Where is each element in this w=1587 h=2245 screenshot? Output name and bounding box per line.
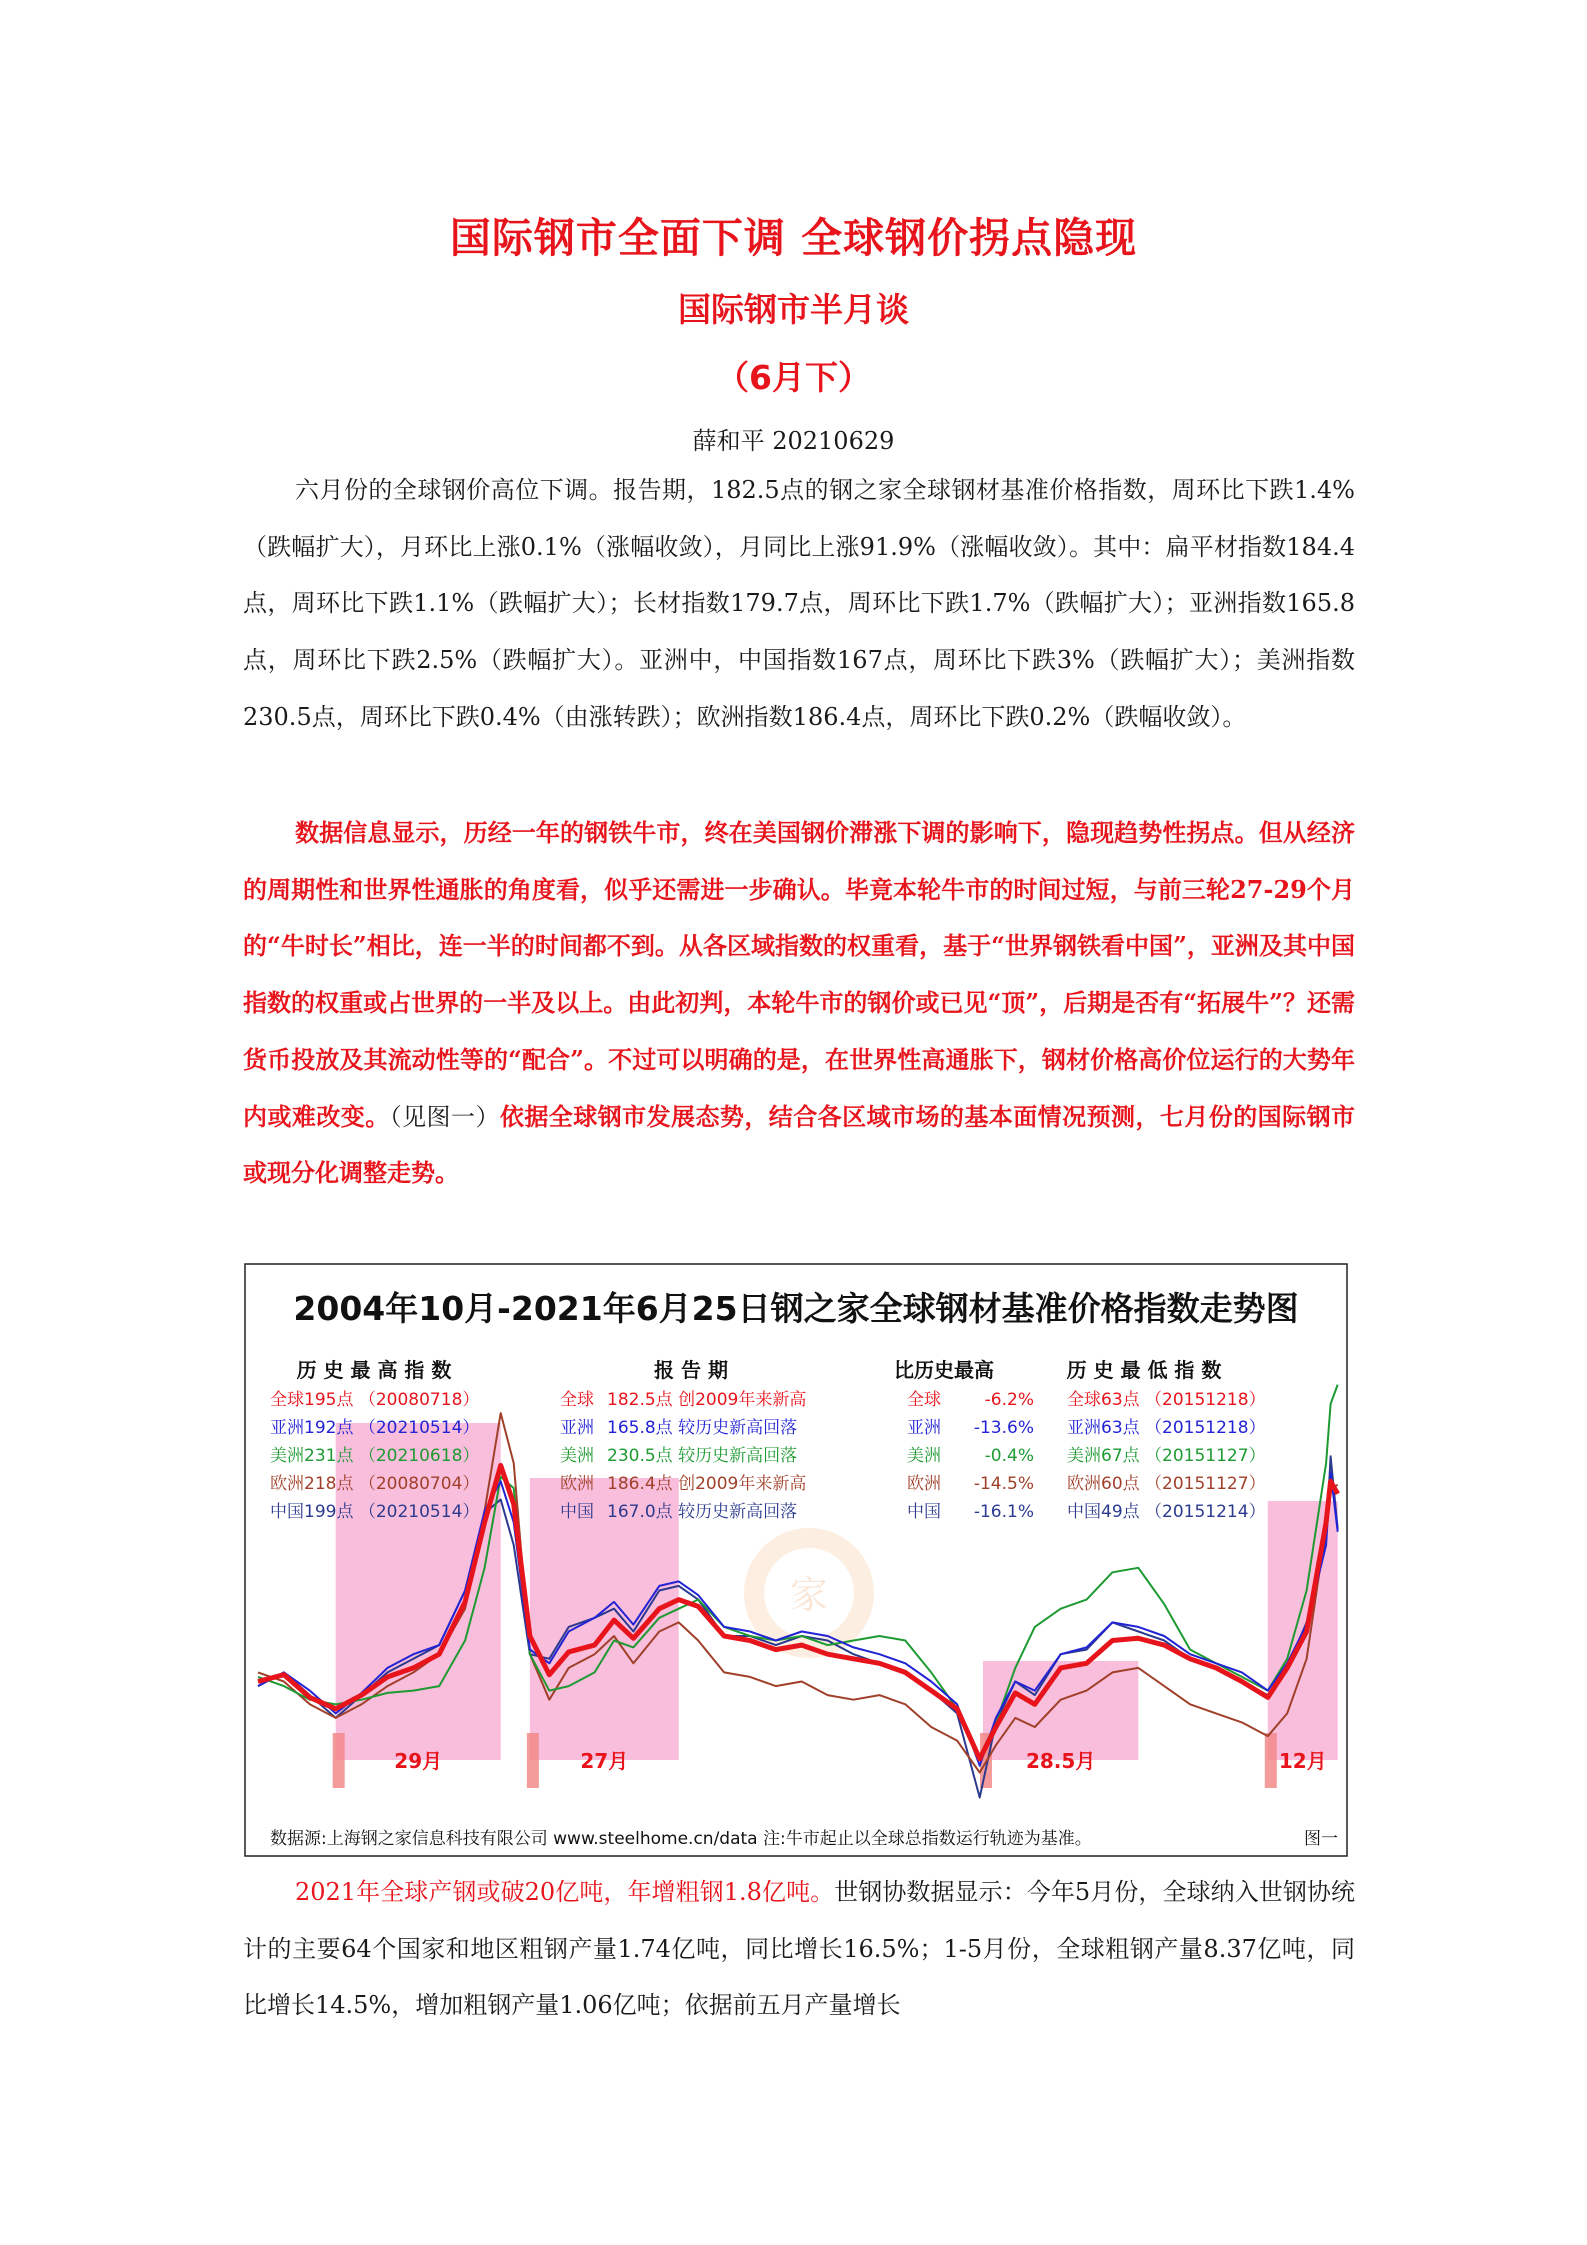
legend-historic-high: 全球195点 （20080718） xyxy=(270,1390,480,1410)
analysis-forecast: 依据全球钢市发展态势，结合各区域市场的基本面情况预测，七月份的国际钢市或现分化调整走势。 xyxy=(243,1101,1356,1188)
legend-vs-high: -16.1% xyxy=(973,1502,1034,1522)
legend-region: 全球 xyxy=(560,1390,594,1410)
price-index-chart xyxy=(244,1263,1348,1857)
col-header-historic-high: 历 史 最 高 指 数 xyxy=(296,1358,452,1382)
figure-label: 图一 xyxy=(1304,1829,1338,1849)
bull-duration-label: 27月 xyxy=(580,1749,629,1773)
legend-historic-high: 美洲231点 （20210618） xyxy=(270,1446,480,1466)
legend-historic-low: 中国49点 （20151214） xyxy=(1067,1502,1266,1522)
legend-region: 亚洲 xyxy=(560,1418,594,1438)
legend-report-value: 186.4点 创2009年来新高 xyxy=(607,1474,807,1494)
legend-report-value: 165.8点 较历史新高回落 xyxy=(607,1418,798,1438)
legend-historic-high: 欧洲218点 （20080704） xyxy=(270,1474,480,1494)
legend-historic-high: 亚洲192点 （20210514） xyxy=(270,1418,480,1438)
legend-region: 美洲 xyxy=(560,1446,594,1466)
author-line: 薛和平 20210629 xyxy=(692,427,895,455)
legend-report-value: 167.0点 较历史新高回落 xyxy=(607,1502,798,1522)
legend-historic-low: 亚洲63点 （20151218） xyxy=(1067,1418,1266,1438)
legend-vs-high: -0.4% xyxy=(984,1446,1034,1466)
bull-start-marker xyxy=(333,1733,345,1788)
legend-region: 中国 xyxy=(560,1502,594,1522)
bull-start-marker xyxy=(1265,1733,1277,1788)
legend-region: 中国 xyxy=(907,1502,941,1522)
analysis-highlight: 数据信息显示，历经一年的钢铁牛市，终在美国钢价滞涨下调的影响下，隐现趋势性拐点。但从经济的周期性和世界性通胀的角度看，似乎还需进一步确认。毕竟本轮牛市的时间过短，与前三轮27-29个月的“牛时长”相比，连一半的时间都不到。从各区域指数的权重看，基于“世界钢铁看中国”，亚洲及其中国指数的权重或占世界的一半及以上。由此初判，本轮牛市的钢价或已见“顶”，后期是否有“拓展牛”？还需货币投放及其流动性等的“配合”。不过可以明确的是，在世界性高通胀下，钢材价格高价位运行的大势年内或难改变。 xyxy=(243,818,1355,1131)
col-header-historic-low: 历 史 最 低 指 数 xyxy=(1066,1358,1222,1382)
bull-duration-label: 28.5月 xyxy=(1025,1749,1096,1773)
legend-vs-high: -14.5% xyxy=(973,1474,1034,1494)
chart-title: 2004年10月-2021年6月25日钢之家全球钢材基准价格指数走势图 xyxy=(293,1289,1299,1328)
bull-start-marker xyxy=(527,1733,539,1788)
production-body: 世钢协数据显示：今年5月份，全球纳入世钢协统计的主要64个国家和地区粗钢产量1.74亿吨，同比增长16.5%；1-5月份，全球粗钢产量8.37亿吨，同比增长14.5%，增加粗钢产量1.06亿吨；依据前五月产量增长 xyxy=(243,1878,1355,2020)
legend-region: 全球 xyxy=(907,1390,941,1410)
legend-vs-high: -13.6% xyxy=(973,1418,1034,1438)
page-subtitle: 国际钢市半月谈 xyxy=(678,290,909,329)
bull-duration-label: 29月 xyxy=(394,1749,443,1773)
legend-region: 亚洲 xyxy=(907,1418,941,1438)
legend-historic-low: 全球63点 （20151218） xyxy=(1067,1390,1266,1410)
legend-region: 欧洲 xyxy=(560,1474,594,1494)
legend-vs-high: -6.2% xyxy=(984,1390,1034,1410)
legend-report-value: 182.5点 创2009年来新高 xyxy=(607,1390,807,1410)
legend-historic-low: 美洲67点 （20151127） xyxy=(1067,1446,1266,1466)
col-header-report: 报 告 期 xyxy=(654,1358,728,1382)
legend-historic-low: 欧洲60点 （20151127） xyxy=(1067,1474,1266,1494)
col-header-vs-high: 比历史最高 xyxy=(894,1358,994,1382)
paragraph-production xyxy=(243,1864,1355,2034)
bull-duration-label: 12月 xyxy=(1278,1749,1327,1773)
paragraph-index-summary: 六月份的全球钢价高位下调。报告期，182.5点的钢之家全球钢材基准价格指数，周环比下跌1.4%（跌幅扩大），月环比上涨0.1%（涨幅收敛），月同比上涨91.9%（涨幅收敛）。其中：扁平材指数184.4点，周环比下跌1.1%（跌幅扩大）；长材指数179.7点，周环比下跌1.7%（跌幅扩大）；亚洲指数165.8点，周环比下跌2.5%（跌幅扩大）。亚洲中，中国指数167点，周环比下跌3%（跌幅扩大）；美洲指数230.5点，周环比下跌0.4%（由涨转跌）；欧洲指数186.4点，周环比下跌0.2%（跌幅收敛）。 xyxy=(243,476,1355,731)
production-highlight: 2021年全球产钢或破20亿吨，年增粗钢1.8亿吨。 xyxy=(295,1878,835,1906)
figure-reference: （见图一） xyxy=(389,1102,500,1131)
page-title: 国际钢市全面下调 全球钢价拐点隐现 xyxy=(449,214,1138,262)
svg-text:家: 家 xyxy=(789,1573,829,1617)
paragraph-analysis xyxy=(243,805,1355,1202)
legend-region: 美洲 xyxy=(907,1446,941,1466)
legend-report-value: 230.5点 较历史新高回落 xyxy=(607,1446,798,1466)
chart-footer: 数据源:上海钢之家信息科技有限公司 www.steelhome.cn/data 注:牛市起止以全球总指数运行轨迹为基准。 xyxy=(270,1829,1092,1849)
legend-region: 欧洲 xyxy=(907,1474,941,1494)
issue-label: （6月下） xyxy=(716,358,871,397)
legend-historic-high: 中国199点 （20210514） xyxy=(270,1502,480,1522)
